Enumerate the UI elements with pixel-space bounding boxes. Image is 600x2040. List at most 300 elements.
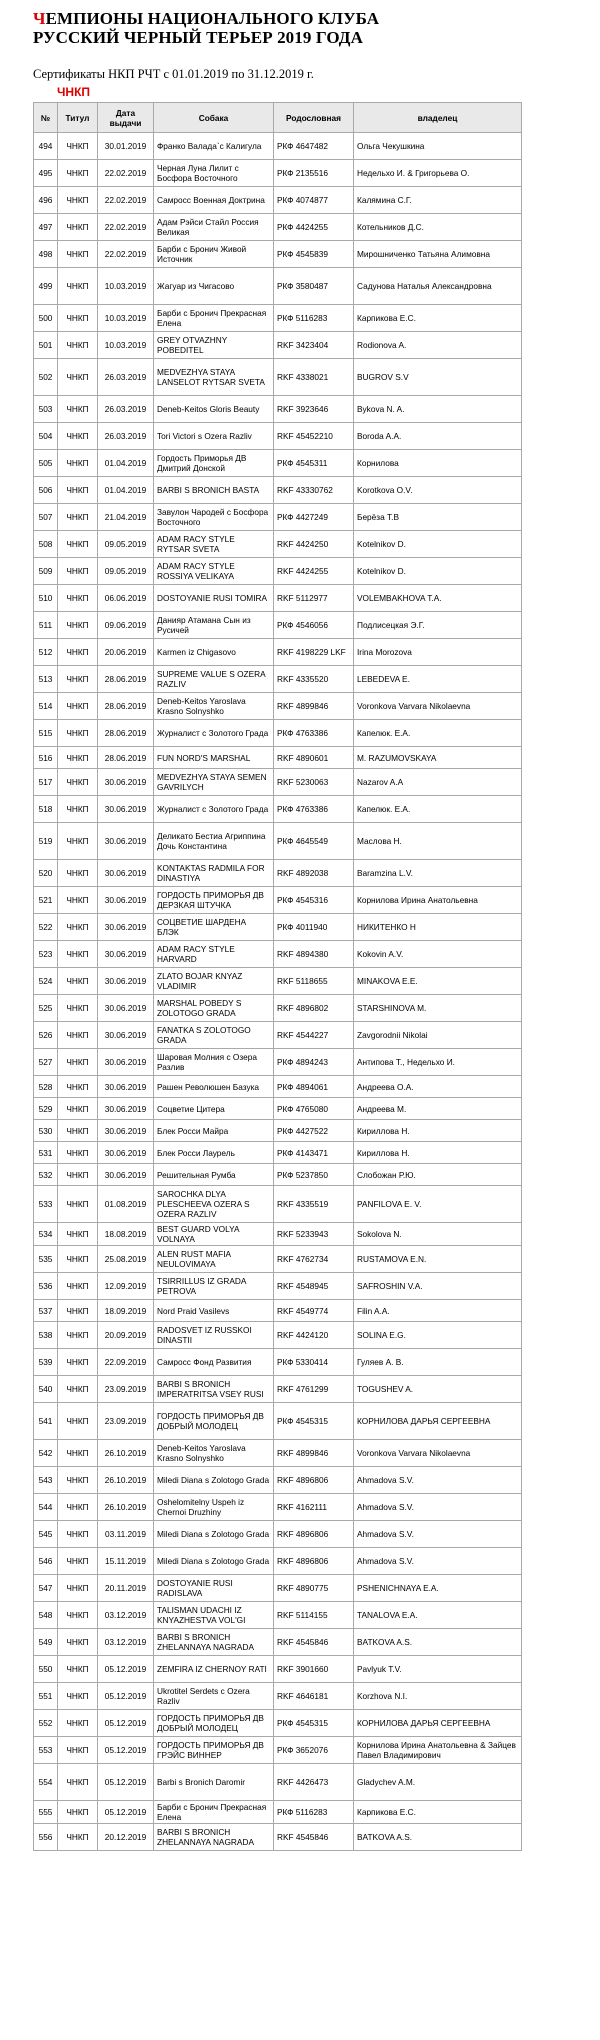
cell-title: ЧНКП [58, 1223, 98, 1246]
cell-dog: Deneb-Keitos Yaroslava Krasno Solnyshko [154, 1440, 274, 1467]
table-row [34, 612, 522, 639]
cell-pedigree: RKF 4896806 [274, 1548, 354, 1575]
cell-pedigree: РКФ 4647482 [274, 133, 354, 160]
cell-title: ЧНКП [58, 941, 98, 968]
cell-number: 523 [34, 941, 58, 968]
table-row [34, 1076, 522, 1098]
cell-date: 26.10.2019 [98, 1440, 154, 1467]
cell-number: 553 [34, 1737, 58, 1764]
cell-pedigree: РКФ 4545316 [274, 887, 354, 914]
cell-title: ЧНКП [58, 359, 98, 396]
cell-pedigree: РКФ 4427249 [274, 504, 354, 531]
cell-dog: Karmen iz Chigasovo [154, 639, 274, 666]
cell-owner: Ahmadova S.V. [354, 1494, 522, 1521]
cell-number: 545 [34, 1521, 58, 1548]
cell-number: 554 [34, 1764, 58, 1801]
cell-dog: BARBI S BRONICH ZHELANNAYA NAGRADA [154, 1824, 274, 1851]
cell-owner: TOGUSHEV A. [354, 1376, 522, 1403]
cell-dog: BARBI S BRONICH IMPERATRITSA VSEY RUSI [154, 1376, 274, 1403]
cell-dog: Oshelomitelny Uspeh iz Chernoi Druzhiny [154, 1494, 274, 1521]
cell-dog: MEDVEZHYA STAYA SEMEN GAVRILYCH [154, 769, 274, 796]
cell-title: ЧНКП [58, 1824, 98, 1851]
cell-date: 23.09.2019 [98, 1403, 154, 1440]
cell-date: 28.06.2019 [98, 693, 154, 720]
cell-dog: ГОРДОСТЬ ПРИМОРЬЯ ДВ ДОБРЫЙ МОЛОДЕЦ [154, 1403, 274, 1440]
cell-pedigree: РКФ 4763386 [274, 796, 354, 823]
cell-number: 536 [34, 1273, 58, 1300]
cell-owner: Недельхо И. & Григорьева О. [354, 160, 522, 187]
table-row [34, 1273, 522, 1300]
cell-dog: Barbi s Bronich Daromir [154, 1764, 274, 1801]
table-row [34, 241, 522, 268]
cell-number: 495 [34, 160, 58, 187]
cell-owner: Карпикова Е.С. [354, 1801, 522, 1824]
cell-pedigree: RKF 5233943 [274, 1223, 354, 1246]
cell-title: ЧНКП [58, 1376, 98, 1403]
cell-number: 497 [34, 214, 58, 241]
cell-pedigree: RKF 5118655 [274, 968, 354, 995]
cell-owner: Sokolova N. [354, 1223, 522, 1246]
cell-owner: Капелюк. Е.А. [354, 796, 522, 823]
table-row [34, 1049, 522, 1076]
cell-date: 30.06.2019 [98, 1164, 154, 1186]
cell-owner: STARSHINOVA M. [354, 995, 522, 1022]
cell-title: ЧНКП [58, 1494, 98, 1521]
cell-date: 28.06.2019 [98, 747, 154, 769]
cell-title: ЧНКП [58, 666, 98, 693]
table-row [34, 305, 522, 332]
cell-pedigree: RKF 4549774 [274, 1300, 354, 1322]
cell-number: 537 [34, 1300, 58, 1322]
cell-dog: Деликато Бестиа Агриппина Дочь Константина [154, 823, 274, 860]
cell-number: 525 [34, 995, 58, 1022]
cell-date: 30.06.2019 [98, 941, 154, 968]
cell-number: 511 [34, 612, 58, 639]
col-header-date: Дата выдачи [98, 103, 154, 133]
cell-title: ЧНКП [58, 1349, 98, 1376]
cell-number: 524 [34, 968, 58, 995]
cell-dog: Самросс Фонд Развития [154, 1349, 274, 1376]
cell-pedigree: RKF 3423404 [274, 332, 354, 359]
cell-pedigree: RKF 4896802 [274, 995, 354, 1022]
cell-pedigree: RKF 4646181 [274, 1683, 354, 1710]
cell-date: 30.06.2019 [98, 1142, 154, 1164]
cell-title: ЧНКП [58, 160, 98, 187]
cell-date: 05.12.2019 [98, 1737, 154, 1764]
cell-owner: TANALOVA E.A. [354, 1602, 522, 1629]
champions-table [33, 102, 522, 1851]
cell-number: 499 [34, 268, 58, 305]
table-row [34, 1656, 522, 1683]
table-row [34, 450, 522, 477]
col-header-number: № [34, 103, 58, 133]
cell-title: ЧНКП [58, 887, 98, 914]
cell-number: 496 [34, 187, 58, 214]
cell-title: ЧНКП [58, 693, 98, 720]
cell-title: ЧНКП [58, 558, 98, 585]
table-row [34, 558, 522, 585]
cell-dog: Nord Praid Vasilevs [154, 1300, 274, 1322]
table-row [34, 423, 522, 450]
cell-number: 548 [34, 1602, 58, 1629]
cell-number: 551 [34, 1683, 58, 1710]
cell-title: ЧНКП [58, 1164, 98, 1186]
cell-dog: Завулон Чародей с Босфора Восточного [154, 504, 274, 531]
cell-owner: BATKOVA A.S. [354, 1629, 522, 1656]
cell-date: 03.11.2019 [98, 1521, 154, 1548]
cell-dog: SAROCHKA DLYA PLESCHEEVA OZERA S OZERA RAZLIV [154, 1186, 274, 1223]
cell-title: ЧНКП [58, 1764, 98, 1801]
cell-number: 508 [34, 531, 58, 558]
cell-dog: BARBI S BRONICH ZHELANNAYA NAGRADA [154, 1629, 274, 1656]
cell-pedigree: РКФ 5237850 [274, 1164, 354, 1186]
table-row [34, 332, 522, 359]
cell-dog: TALISMAN UDACHI IZ KNYAZHESTVA VOL'GI [154, 1602, 274, 1629]
cell-date: 10.03.2019 [98, 268, 154, 305]
cell-owner: Котельников Д.С. [354, 214, 522, 241]
table-row [34, 133, 522, 160]
cell-number: 505 [34, 450, 58, 477]
cell-owner: Слобожан Р.Ю. [354, 1164, 522, 1186]
cell-date: 20.06.2019 [98, 639, 154, 666]
cell-owner: LEBEDEVA E. [354, 666, 522, 693]
cell-owner: PANFILOVA E. V. [354, 1186, 522, 1223]
cell-dog: Журналист с Золотого Града [154, 720, 274, 747]
cell-date: 26.03.2019 [98, 423, 154, 450]
cell-title: ЧНКП [58, 1300, 98, 1322]
cell-pedigree: RKF 4545846 [274, 1824, 354, 1851]
cell-title: ЧНКП [58, 1120, 98, 1142]
cell-number: 500 [34, 305, 58, 332]
cell-owner: КОРНИЛОВА ДАРЬЯ СЕРГЕЕВНА [354, 1710, 522, 1737]
cell-number: 550 [34, 1656, 58, 1683]
cell-date: 22.02.2019 [98, 241, 154, 268]
cell-title: ЧНКП [58, 241, 98, 268]
cell-title: ЧНКП [58, 769, 98, 796]
table-row [34, 1349, 522, 1376]
cell-pedigree: RKF 4424120 [274, 1322, 354, 1349]
table-row [34, 860, 522, 887]
cell-pedigree: РКФ 4011940 [274, 914, 354, 941]
cell-number: 531 [34, 1142, 58, 1164]
cell-dog: Данияр Атамана Сын из Русичей [154, 612, 274, 639]
cell-owner: Pavlyuk T.V. [354, 1656, 522, 1683]
cell-date: 09.05.2019 [98, 531, 154, 558]
table-row [34, 1548, 522, 1575]
cell-dog: BEST GUARD VOLYA VOLNAYA [154, 1223, 274, 1246]
cell-pedigree: РКФ 4765080 [274, 1098, 354, 1120]
cell-pedigree: RKF 5114155 [274, 1602, 354, 1629]
cell-pedigree: РКФ 4763386 [274, 720, 354, 747]
cell-pedigree: РКФ 4546056 [274, 612, 354, 639]
table-row [34, 477, 522, 504]
cell-number: 529 [34, 1098, 58, 1120]
document [33, 0, 573, 1851]
cell-number: 549 [34, 1629, 58, 1656]
cell-number: 502 [34, 359, 58, 396]
cell-title: ЧНКП [58, 720, 98, 747]
cell-pedigree: РКФ 3652076 [274, 1737, 354, 1764]
cell-number: 512 [34, 639, 58, 666]
cell-date: 20.12.2019 [98, 1824, 154, 1851]
cell-dog: Решительная Румба [154, 1164, 274, 1186]
cell-dog: Miledi Diana s Zolotogo Grada [154, 1548, 274, 1575]
cell-date: 09.06.2019 [98, 612, 154, 639]
cell-owner: Voronkova Varvara Nikolaevna [354, 693, 522, 720]
cell-owner: M. RAZUMOVSKAYA [354, 747, 522, 769]
table-row [34, 1467, 522, 1494]
cell-date: 20.09.2019 [98, 1322, 154, 1349]
cell-title: ЧНКП [58, 504, 98, 531]
cell-owner: Маслова Н. [354, 823, 522, 860]
cell-dog: MARSHAL POBEDY S ZOLOTOGO GRADA [154, 995, 274, 1022]
cell-dog: Барби с Бронич Живой Источник [154, 241, 274, 268]
cell-title: ЧНКП [58, 1801, 98, 1824]
cell-dog: ADAM RACY STYLE HARVARD [154, 941, 274, 968]
cell-owner: Filin A.A. [354, 1300, 522, 1322]
col-header-dog: Собака [154, 103, 274, 133]
cell-number: 519 [34, 823, 58, 860]
cell-title: ЧНКП [58, 1737, 98, 1764]
cell-dog: BARBI S BRONICH BASTA [154, 477, 274, 504]
table-row [34, 1440, 522, 1467]
table-row [34, 1737, 522, 1764]
table-row [34, 769, 522, 796]
cell-number: 521 [34, 887, 58, 914]
cell-pedigree: RKF 4892038 [274, 860, 354, 887]
cell-pedigree: РКФ 4545311 [274, 450, 354, 477]
cell-title: ЧНКП [58, 1602, 98, 1629]
cell-number: 515 [34, 720, 58, 747]
cell-title: ЧНКП [58, 585, 98, 612]
cell-date: 18.09.2019 [98, 1300, 154, 1322]
cell-dog: KONTAKTAS RADMILA FOR DINASTIYA [154, 860, 274, 887]
cell-date: 23.09.2019 [98, 1376, 154, 1403]
cell-date: 30.06.2019 [98, 823, 154, 860]
table-row [34, 1300, 522, 1322]
cell-owner: Kokovin A.V. [354, 941, 522, 968]
cell-dog: ГОРДОСТЬ ПРИМОРЬЯ ДВ ДОБРЫЙ МОЛОДЕЦ [154, 1710, 274, 1737]
cell-number: 518 [34, 796, 58, 823]
table-row [34, 531, 522, 558]
cell-owner: Подлисецкая Э.Г. [354, 612, 522, 639]
cell-title: ЧНКП [58, 450, 98, 477]
table-row [34, 1629, 522, 1656]
cell-pedigree: РКФ 5116283 [274, 305, 354, 332]
cell-owner: Антипова Т., Недельхо И. [354, 1049, 522, 1076]
table-row [34, 1683, 522, 1710]
cell-date: 28.06.2019 [98, 666, 154, 693]
table-row [34, 639, 522, 666]
cell-date: 01.08.2019 [98, 1186, 154, 1223]
cell-date: 06.06.2019 [98, 585, 154, 612]
cell-number: 542 [34, 1440, 58, 1467]
cell-pedigree: RKF 4424255 [274, 558, 354, 585]
cell-number: 555 [34, 1801, 58, 1824]
cell-title: ЧНКП [58, 1049, 98, 1076]
cell-dog: Miledi Diana s Zolotogo Grada [154, 1467, 274, 1494]
cell-pedigree: RKF 4335519 [274, 1186, 354, 1223]
cell-pedigree: РКФ 4424255 [274, 214, 354, 241]
table-row [34, 887, 522, 914]
cell-date: 25.08.2019 [98, 1246, 154, 1273]
cell-pedigree: RKF 45452210 [274, 423, 354, 450]
table-row [34, 968, 522, 995]
cell-dog: TSIRRILLUS IZ GRADA PETROVA [154, 1273, 274, 1300]
cell-title: ЧНКП [58, 639, 98, 666]
cell-title: ЧНКП [58, 747, 98, 769]
table-row [34, 1120, 522, 1142]
subtitle: Сертификаты НКП РЧТ с 01.01.2019 по 31.12.2019 г. [33, 67, 314, 81]
table-row [34, 1710, 522, 1737]
table-row [34, 720, 522, 747]
cell-owner: SAFROSHIN V.A. [354, 1273, 522, 1300]
cell-number: 506 [34, 477, 58, 504]
cell-pedigree: RKF 4899846 [274, 1440, 354, 1467]
cell-title: ЧНКП [58, 860, 98, 887]
cell-number: 517 [34, 769, 58, 796]
title-line1-rest: ЕМПИОНЫ НАЦИОНАЛЬНОГО КЛУБА [45, 9, 380, 28]
cell-number: 543 [34, 1467, 58, 1494]
cell-date: 26.03.2019 [98, 396, 154, 423]
cell-date: 20.11.2019 [98, 1575, 154, 1602]
cell-pedigree: РКФ 4894061 [274, 1076, 354, 1098]
cell-title: ЧНКП [58, 133, 98, 160]
cell-number: 509 [34, 558, 58, 585]
cell-owner: Korzhova N.I. [354, 1683, 522, 1710]
cell-owner: BUGROV S.V [354, 359, 522, 396]
cell-number: 530 [34, 1120, 58, 1142]
cell-owner: Baramzina L.V. [354, 860, 522, 887]
cell-owner: Bykova N. A. [354, 396, 522, 423]
cell-pedigree: RKF 4762734 [274, 1246, 354, 1273]
cell-dog: RADOSVET IZ RUSSKOI DINASTII [154, 1322, 274, 1349]
cell-title: ЧНКП [58, 1246, 98, 1273]
cell-date: 05.12.2019 [98, 1801, 154, 1824]
cell-date: 26.10.2019 [98, 1467, 154, 1494]
cell-title: ЧНКП [58, 477, 98, 504]
cell-owner: RUSTAMOVA E.N. [354, 1246, 522, 1273]
cell-pedigree: РКФ 5116283 [274, 1801, 354, 1824]
cell-pedigree: РКФ 4894243 [274, 1049, 354, 1076]
cell-pedigree: РКФ 3580487 [274, 268, 354, 305]
cell-dog: Шаровая Молния с Озера Разлив [154, 1049, 274, 1076]
table-row [34, 1223, 522, 1246]
cell-number: 540 [34, 1376, 58, 1403]
cell-title: ЧНКП [58, 612, 98, 639]
cell-pedigree: RKF 4338021 [274, 359, 354, 396]
cell-pedigree: РКФ 4074877 [274, 187, 354, 214]
cell-date: 09.05.2019 [98, 558, 154, 585]
table-row [34, 214, 522, 241]
table-row [34, 1602, 522, 1629]
cell-owner: SOLINA E.G. [354, 1322, 522, 1349]
cell-owner: Boroda A.A. [354, 423, 522, 450]
table-row [34, 941, 522, 968]
cell-date: 12.09.2019 [98, 1273, 154, 1300]
cell-owner: Kotelnikov D. [354, 558, 522, 585]
cell-pedigree: РКФ 4545315 [274, 1710, 354, 1737]
cell-owner: Андреева М. [354, 1098, 522, 1120]
cell-pedigree: RKF 4545846 [274, 1629, 354, 1656]
table-row [34, 1376, 522, 1403]
cell-title: ЧНКП [58, 1273, 98, 1300]
table-row [34, 268, 522, 305]
cell-owner: Кириллова Н. [354, 1142, 522, 1164]
table-row [34, 585, 522, 612]
cell-dog: FUN NORD'S MARSHAL [154, 747, 274, 769]
cell-date: 30.01.2019 [98, 133, 154, 160]
cell-number: 501 [34, 332, 58, 359]
cell-title: ЧНКП [58, 268, 98, 305]
cell-dog: SUPREME VALUE S OZERA RAZLIV [154, 666, 274, 693]
title-line2: РУССКИЙ ЧЕРНЫЙ ТЕРЬЕР 2019 ГОДА [33, 28, 363, 47]
cell-owner: Гуляев А. В. [354, 1349, 522, 1376]
cell-dog: Черная Луна Лилит с Босфора Восточного [154, 160, 274, 187]
cell-dog: DOSTOYANIE RUSI TOMIRA [154, 585, 274, 612]
cell-date: 22.02.2019 [98, 214, 154, 241]
cell-pedigree: RKF 4544227 [274, 1022, 354, 1049]
cell-date: 21.04.2019 [98, 504, 154, 531]
cell-dog: ADAM RACY STYLE ROSSIYA VELIKAYA [154, 558, 274, 585]
cell-number: 514 [34, 693, 58, 720]
table-row [34, 1801, 522, 1824]
cell-date: 05.12.2019 [98, 1764, 154, 1801]
cell-number: 533 [34, 1186, 58, 1223]
cell-date: 18.08.2019 [98, 1223, 154, 1246]
cell-date: 05.12.2019 [98, 1656, 154, 1683]
cell-dog: Жагуар из Чигасово [154, 268, 274, 305]
cell-dog: Блек Росси Майра [154, 1120, 274, 1142]
cell-number: 556 [34, 1824, 58, 1851]
cell-date: 15.11.2019 [98, 1548, 154, 1575]
table-row [34, 1403, 522, 1440]
cell-date: 03.12.2019 [98, 1629, 154, 1656]
cell-title: ЧНКП [58, 1186, 98, 1223]
cell-dog: DOSTOYANIE RUSI RADISLAVA [154, 1575, 274, 1602]
cell-dog: Журналист с Золотого Града [154, 796, 274, 823]
table-row [34, 359, 522, 396]
cell-date: 26.10.2019 [98, 1494, 154, 1521]
cell-date: 05.12.2019 [98, 1710, 154, 1737]
table-body [34, 133, 522, 1851]
cell-number: 546 [34, 1548, 58, 1575]
cell-title: ЧНКП [58, 995, 98, 1022]
table-row [34, 823, 522, 860]
cell-owner: Ольга Чекушкина [354, 133, 522, 160]
cell-title: ЧНКП [58, 1403, 98, 1440]
cell-number: 552 [34, 1710, 58, 1737]
cell-pedigree: RKF 4424250 [274, 531, 354, 558]
cell-number: 513 [34, 666, 58, 693]
cell-number: 527 [34, 1049, 58, 1076]
cell-pedigree: RKF 4548945 [274, 1273, 354, 1300]
cell-title: ЧНКП [58, 1467, 98, 1494]
cell-owner: Kotelnikov D. [354, 531, 522, 558]
cell-title: ЧНКП [58, 531, 98, 558]
cell-date: 01.04.2019 [98, 477, 154, 504]
cell-dog: ГОРДОСТЬ ПРИМОРЬЯ ДВ ДЕРЗКАЯ ШТУЧКА [154, 887, 274, 914]
cell-date: 30.06.2019 [98, 769, 154, 796]
cell-dog: GREY OTVAZHNY POBEDITEL [154, 332, 274, 359]
cell-title: ЧНКП [58, 1322, 98, 1349]
cell-number: 503 [34, 396, 58, 423]
cell-number: 494 [34, 133, 58, 160]
cell-title: ЧНКП [58, 1656, 98, 1683]
cell-pedigree: РКФ 4143471 [274, 1142, 354, 1164]
cell-pedigree: RKF 4899846 [274, 693, 354, 720]
cell-number: 539 [34, 1349, 58, 1376]
